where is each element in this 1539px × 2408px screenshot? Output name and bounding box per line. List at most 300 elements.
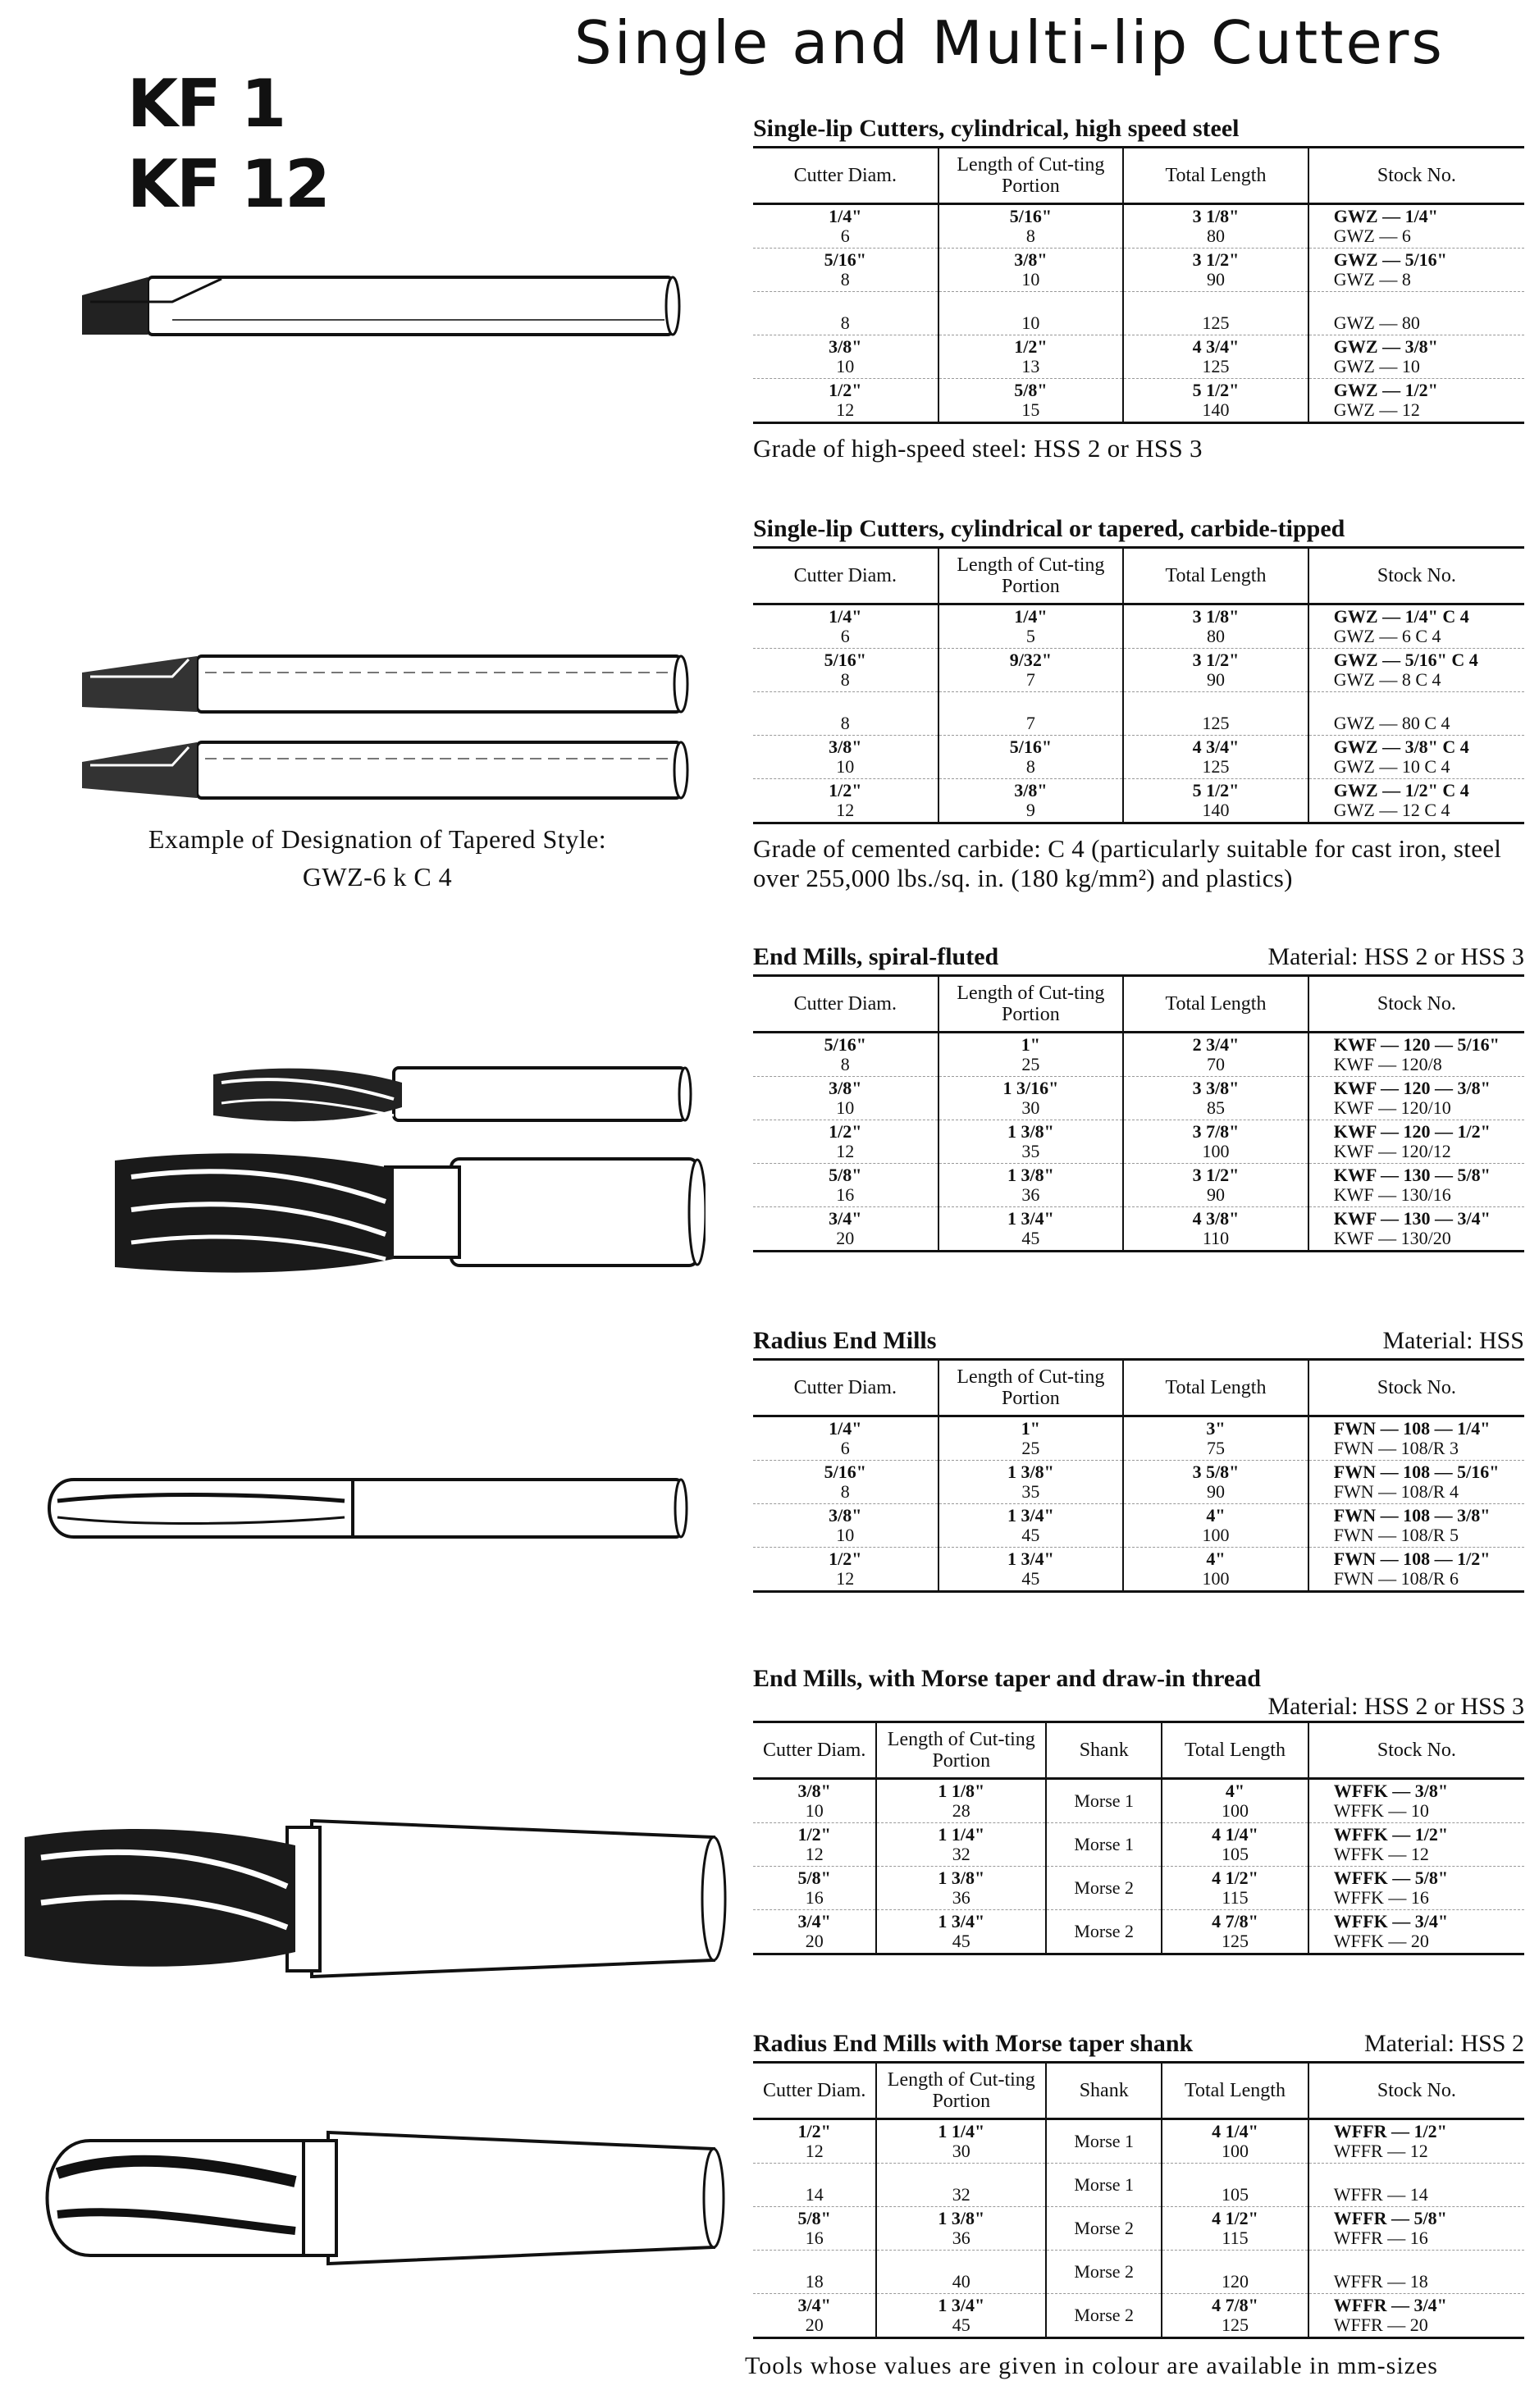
metric-value: 90 bbox=[1206, 669, 1225, 690]
section-material: Material: HSS bbox=[1382, 1327, 1524, 1354]
col-header: Length of Cut-ting Portion bbox=[938, 548, 1124, 604]
inch-value: 3/8" bbox=[829, 1505, 862, 1526]
table-row bbox=[753, 1910, 1524, 1954]
table-cell bbox=[1046, 1823, 1162, 1867]
inch-value: 1/4" bbox=[1014, 606, 1048, 627]
table-cell bbox=[938, 604, 1124, 649]
table-cell bbox=[1123, 736, 1308, 779]
inch-value: 5/16" bbox=[824, 1462, 866, 1482]
table-cell bbox=[938, 779, 1124, 823]
table-cell bbox=[753, 2207, 876, 2251]
spec-table bbox=[753, 1721, 1524, 1955]
metric-value: WFFR — 18 bbox=[1333, 2271, 1428, 2292]
table-row bbox=[753, 1504, 1524, 1548]
metric-value: 16 bbox=[836, 1184, 855, 1205]
section-note: Grade of cemented carbide: C 4 (particularly suitable for cast iron, steel over 255,000 lbs./sq. in. (180 kg/mm²) and plastics) bbox=[753, 834, 1502, 892]
table-cell bbox=[753, 779, 938, 823]
section-radius-end-mills bbox=[753, 1327, 1524, 1593]
inch-value: WFFK — 5/8" bbox=[1333, 1868, 1449, 1888]
table-cell bbox=[1162, 2119, 1308, 2164]
inch-value: GWZ — 5/16" bbox=[1333, 249, 1447, 270]
inch-value: 1 1/4" bbox=[938, 2121, 985, 2141]
table-row bbox=[753, 649, 1524, 692]
metric-value: 12 bbox=[836, 800, 855, 820]
metric-value: 125 bbox=[1202, 312, 1230, 333]
table-row bbox=[753, 1120, 1524, 1164]
table-cell bbox=[1046, 1910, 1162, 1954]
table-body bbox=[753, 1779, 1524, 1954]
inch-value: WFFK — 1/2" bbox=[1333, 1824, 1449, 1845]
designation-caption bbox=[123, 820, 632, 896]
table-cell bbox=[753, 1416, 938, 1461]
table-row bbox=[753, 249, 1524, 292]
radius-end-mill-morse-taper-illustration bbox=[25, 2124, 730, 2272]
col-header: Length of Cut-ting Portion bbox=[938, 148, 1124, 204]
table-cell bbox=[938, 736, 1124, 779]
inch-value: 5/16" bbox=[1009, 206, 1053, 226]
metric-value: 32 bbox=[952, 1844, 970, 1864]
inch-value bbox=[880, 2165, 1042, 2185]
inch-value: FWN — 108 — 3/8" bbox=[1333, 1505, 1491, 1526]
inch-value bbox=[1166, 2252, 1304, 2272]
metric-value: GWZ — 8 bbox=[1333, 269, 1411, 290]
metric-value: FWN — 108/R 5 bbox=[1333, 1525, 1459, 1545]
metric-value: GWZ — 10 bbox=[1333, 356, 1420, 376]
table-cell bbox=[753, 2164, 876, 2207]
metric-value: 36 bbox=[1021, 1184, 1040, 1205]
metric-value: 110 bbox=[1202, 1228, 1230, 1248]
table-cell bbox=[1046, 2119, 1162, 2164]
inch-value: 5/8" bbox=[829, 1165, 862, 1185]
section-single-lip-carbide bbox=[753, 515, 1524, 893]
table-cell bbox=[1123, 335, 1308, 379]
metric-value: 90 bbox=[1206, 1184, 1225, 1205]
table-cell bbox=[753, 1461, 938, 1504]
metric-value: 12 bbox=[836, 1141, 855, 1161]
metric-value: 12 bbox=[805, 1844, 824, 1864]
inch-value: 3 1/8" bbox=[1192, 206, 1240, 226]
inch-value: 1" bbox=[1021, 1034, 1040, 1055]
col-header: Stock No. bbox=[1308, 1722, 1524, 1779]
table-cell bbox=[1123, 1461, 1308, 1504]
spec-table bbox=[753, 546, 1524, 824]
table-cell bbox=[753, 1504, 938, 1548]
inch-value: FWN — 108 — 5/16" bbox=[1333, 1462, 1500, 1482]
table-cell bbox=[1123, 379, 1308, 423]
inch-value: 5 1/2" bbox=[1192, 780, 1240, 800]
table-cell bbox=[938, 1548, 1124, 1592]
inch-value: 4 3/8" bbox=[1192, 1208, 1240, 1229]
inch-value: 3/8" bbox=[829, 336, 862, 357]
metric-value: Morse 1 bbox=[1074, 2131, 1135, 2151]
inch-value: 4 3/4" bbox=[1192, 737, 1240, 757]
inch-value: 3/8" bbox=[797, 1781, 831, 1801]
metric-value: WFFK — 10 bbox=[1333, 1800, 1429, 1821]
metric-value: Morse 1 bbox=[1074, 1790, 1135, 1811]
metric-value: 75 bbox=[1206, 1438, 1225, 1458]
metric-value: 100 bbox=[1202, 1568, 1230, 1589]
inch-value: GWZ — 1/4" C 4 bbox=[1333, 606, 1469, 627]
metric-value: GWZ — 80 C 4 bbox=[1333, 713, 1450, 733]
table-cell bbox=[1308, 736, 1524, 779]
table-cell bbox=[876, 2251, 1046, 2294]
inch-value: 5 1/2" bbox=[1192, 380, 1240, 400]
metric-value: WFFR — 16 bbox=[1333, 2228, 1428, 2248]
metric-value: GWZ — 80 bbox=[1333, 312, 1420, 333]
table-cell bbox=[1046, 2164, 1162, 2207]
table-cell bbox=[753, 736, 938, 779]
table-row bbox=[753, 604, 1524, 649]
col-header: Length of Cut-ting Portion bbox=[938, 1360, 1124, 1416]
inch-value: 1 1/4" bbox=[938, 1824, 985, 1845]
table-cell bbox=[1046, 2207, 1162, 2251]
metric-value: 120 bbox=[1221, 2271, 1249, 2292]
col-header: Cutter Diam. bbox=[753, 548, 938, 604]
metric-value: 115 bbox=[1222, 1887, 1249, 1908]
table-cell bbox=[1123, 692, 1308, 736]
section-heading: End Mills, with Morse taper and draw-in thread bbox=[753, 1665, 1261, 1692]
col-header: Cutter Diam. bbox=[753, 2063, 876, 2119]
metric-value: FWN — 108/R 4 bbox=[1333, 1481, 1459, 1502]
table-cell bbox=[753, 2119, 876, 2164]
col-header: Cutter Diam. bbox=[753, 1722, 876, 1779]
section-heading: Single-lip Cutters, cylindrical, high speed steel bbox=[753, 115, 1240, 142]
inch-value bbox=[943, 694, 1120, 714]
code-kf1: KF 1 bbox=[127, 66, 285, 142]
table-cell bbox=[1308, 204, 1524, 249]
metric-value: 140 bbox=[1202, 399, 1230, 420]
metric-value: 105 bbox=[1221, 2184, 1249, 2205]
metric-value: 20 bbox=[805, 2315, 824, 2335]
table-cell bbox=[753, 1548, 938, 1592]
table-cell bbox=[1308, 2251, 1524, 2294]
table-cell bbox=[753, 1077, 938, 1120]
inch-value: 3/4" bbox=[797, 1911, 831, 1931]
table-body bbox=[753, 604, 1524, 823]
metric-value: 6 bbox=[840, 626, 850, 646]
table-cell bbox=[753, 1867, 876, 1910]
table-row bbox=[753, 1033, 1524, 1077]
table-cell bbox=[1123, 779, 1308, 823]
inch-value: GWZ — 3/8" bbox=[1333, 336, 1438, 357]
table-cell bbox=[938, 1120, 1124, 1164]
table-row bbox=[753, 292, 1524, 335]
footer-note: Tools whose values are given in colour are available in mm-sizes bbox=[745, 2352, 1438, 2379]
inch-value bbox=[756, 294, 934, 313]
inch-value: 9/32" bbox=[1009, 650, 1053, 670]
table-row bbox=[753, 2119, 1524, 2164]
table-cell bbox=[753, 335, 938, 379]
metric-value: Morse 2 bbox=[1074, 1877, 1135, 1898]
table-cell bbox=[876, 2294, 1046, 2338]
metric-value: 10 bbox=[836, 756, 855, 777]
metric-value: 8 bbox=[1025, 226, 1035, 246]
table-cell bbox=[753, 1164, 938, 1207]
inch-value: 5/16" bbox=[1009, 737, 1053, 757]
table-body bbox=[753, 2119, 1524, 2338]
inch-value: KWF — 130 — 5/8" bbox=[1333, 1165, 1491, 1185]
section-radius-end-mills-morse bbox=[753, 2030, 1524, 2339]
table-cell bbox=[1308, 1207, 1524, 1252]
metric-value: 10 bbox=[836, 356, 855, 376]
table-row bbox=[753, 1548, 1524, 1592]
table-cell bbox=[1308, 1779, 1524, 1823]
table-cell bbox=[1162, 2251, 1308, 2294]
metric-value: GWZ — 6 bbox=[1333, 226, 1411, 246]
table-cell bbox=[1162, 2207, 1308, 2251]
inch-value: 4 7/8" bbox=[1212, 1911, 1258, 1931]
metric-value: 90 bbox=[1206, 269, 1225, 290]
table-cell bbox=[1123, 204, 1308, 249]
col-header: Total Length bbox=[1123, 548, 1308, 604]
metric-value: 10 bbox=[836, 1097, 855, 1118]
metric-value: 32 bbox=[952, 2184, 970, 2205]
metric-value: 20 bbox=[805, 1931, 824, 1951]
code-kf12: KF 12 bbox=[127, 146, 329, 222]
metric-value: 100 bbox=[1202, 1525, 1230, 1545]
metric-value: 36 bbox=[952, 1887, 970, 1908]
table-cell bbox=[1162, 2294, 1308, 2338]
col-header: Total Length bbox=[1162, 2063, 1308, 2119]
metric-value: 15 bbox=[1021, 399, 1040, 420]
table-cell bbox=[753, 204, 938, 249]
metric-value: 45 bbox=[1021, 1568, 1040, 1589]
table-cell bbox=[753, 604, 938, 649]
inch-value: 1/2" bbox=[797, 1824, 831, 1845]
metric-value: 16 bbox=[805, 2228, 824, 2248]
table-cell bbox=[938, 335, 1124, 379]
table-cell bbox=[1123, 1504, 1308, 1548]
col-header: Cutter Diam. bbox=[753, 976, 938, 1033]
metric-value: 5 bbox=[1025, 626, 1035, 646]
metric-value: 20 bbox=[836, 1228, 855, 1248]
table-cell bbox=[1123, 649, 1308, 692]
table-cell bbox=[938, 1461, 1124, 1504]
table-cell bbox=[753, 1779, 876, 1823]
table-row bbox=[753, 779, 1524, 823]
metric-value: 6 bbox=[840, 1438, 850, 1458]
table-row bbox=[753, 379, 1524, 423]
spec-table bbox=[753, 146, 1524, 424]
inch-value: KWF — 120 — 1/2" bbox=[1333, 1121, 1491, 1142]
inch-value: 3 1/2" bbox=[1192, 650, 1240, 670]
col-header: Stock No. bbox=[1308, 548, 1524, 604]
table-cell bbox=[1308, 1504, 1524, 1548]
inch-value: 4 1/4" bbox=[1212, 1824, 1258, 1845]
table-cell bbox=[938, 692, 1124, 736]
inch-value: 5/8" bbox=[797, 1868, 831, 1888]
table-cell bbox=[938, 1504, 1124, 1548]
table-body bbox=[753, 204, 1524, 423]
inch-value bbox=[1334, 294, 1521, 313]
table-cell bbox=[876, 2119, 1046, 2164]
metric-value: WFFR — 14 bbox=[1333, 2184, 1428, 2205]
table-cell bbox=[753, 1120, 938, 1164]
metric-value: KWF — 130/20 bbox=[1333, 1228, 1451, 1248]
table-row bbox=[753, 1077, 1524, 1120]
inch-value: 1/2" bbox=[829, 1121, 862, 1142]
inch-value bbox=[756, 2165, 872, 2185]
table-row bbox=[753, 2164, 1524, 2207]
inch-value bbox=[1166, 2165, 1304, 2185]
table-cell bbox=[938, 649, 1124, 692]
section-heading: Radius End Mills bbox=[753, 1327, 937, 1354]
single-lip-cutter-hss-illustration bbox=[74, 262, 697, 353]
inch-value: 1 3/8" bbox=[938, 1868, 985, 1888]
table-cell bbox=[1308, 604, 1524, 649]
inch-value bbox=[756, 694, 934, 714]
table-row bbox=[753, 2294, 1524, 2338]
table-row bbox=[753, 1461, 1524, 1504]
table-cell bbox=[753, 2251, 876, 2294]
metric-value: 9 bbox=[1025, 800, 1035, 820]
table-cell bbox=[1046, 1779, 1162, 1823]
single-lip-cutter-carbide-tapered-illustration bbox=[74, 734, 697, 808]
inch-value: 3/4" bbox=[829, 1208, 862, 1229]
metric-value: 125 bbox=[1202, 356, 1230, 376]
inch-value: 4" bbox=[1206, 1548, 1226, 1569]
table-cell bbox=[938, 1033, 1124, 1077]
metric-value: 125 bbox=[1221, 1931, 1249, 1951]
inch-value: 4 7/8" bbox=[1212, 2295, 1258, 2315]
table-cell bbox=[753, 649, 938, 692]
inch-value bbox=[943, 294, 1120, 313]
inch-value: 3 1/2" bbox=[1192, 1165, 1240, 1185]
table-cell bbox=[1308, 649, 1524, 692]
table-cell bbox=[1308, 292, 1524, 335]
radius-end-mill-illustration bbox=[33, 1468, 689, 1550]
table-cell bbox=[876, 1867, 1046, 1910]
col-header: Length of Cut-ting Portion bbox=[938, 976, 1124, 1033]
inch-value: 5/8" bbox=[797, 2208, 831, 2228]
metric-value: 8 bbox=[1025, 756, 1035, 777]
metric-value: FWN — 108/R 3 bbox=[1333, 1438, 1459, 1458]
metric-value: FWN — 108/R 6 bbox=[1333, 1568, 1459, 1589]
inch-value: 1 3/4" bbox=[938, 1911, 985, 1931]
table-cell bbox=[1308, 1823, 1524, 1867]
table-cell bbox=[1308, 2164, 1524, 2207]
metric-value: 45 bbox=[1021, 1228, 1040, 1248]
table-row bbox=[753, 2251, 1524, 2294]
metric-value: 45 bbox=[1021, 1525, 1040, 1545]
inch-value: 1/2" bbox=[829, 380, 862, 400]
inch-value: 1/2" bbox=[829, 1548, 862, 1569]
metric-value: 8 bbox=[840, 713, 850, 733]
metric-value: 10 bbox=[1021, 312, 1040, 333]
metric-value: Morse 2 bbox=[1074, 2261, 1135, 2282]
col-header: Stock No. bbox=[1308, 1360, 1524, 1416]
table-cell bbox=[1123, 1077, 1308, 1120]
metric-value: GWZ — 12 bbox=[1333, 399, 1420, 420]
metric-value: GWZ — 10 C 4 bbox=[1333, 756, 1450, 777]
table-cell bbox=[1123, 249, 1308, 292]
table-row bbox=[753, 335, 1524, 379]
inch-value: 4 1/2" bbox=[1212, 2208, 1258, 2228]
inch-value: 1 3/4" bbox=[938, 2295, 985, 2315]
table-cell bbox=[1308, 1164, 1524, 1207]
inch-value: 1/4" bbox=[829, 1418, 862, 1439]
table-body bbox=[753, 1416, 1524, 1592]
inch-value: 2 3/4" bbox=[1192, 1034, 1240, 1055]
inch-value: WFFR — 5/8" bbox=[1333, 2208, 1447, 2228]
metric-value: 140 bbox=[1202, 800, 1230, 820]
table-cell bbox=[1123, 1416, 1308, 1461]
inch-value: KWF — 120 — 5/16" bbox=[1333, 1034, 1500, 1055]
table-row bbox=[753, 736, 1524, 779]
metric-value: WFFR — 12 bbox=[1333, 2141, 1428, 2161]
inch-value: WFFR — 1/2" bbox=[1333, 2121, 1447, 2141]
metric-value: 80 bbox=[1206, 226, 1225, 246]
metric-value: 16 bbox=[805, 1887, 824, 1908]
col-header: Total Length bbox=[1123, 1360, 1308, 1416]
metric-value: 8 bbox=[840, 1054, 850, 1074]
table-cell bbox=[753, 1823, 876, 1867]
table-cell bbox=[938, 292, 1124, 335]
table-cell bbox=[1046, 1867, 1162, 1910]
inch-value bbox=[1334, 694, 1521, 714]
inch-value: 1 3/8" bbox=[1007, 1165, 1054, 1185]
metric-value: Morse 2 bbox=[1074, 1921, 1135, 1941]
table-cell bbox=[1308, 2119, 1524, 2164]
table-cell bbox=[753, 249, 938, 292]
table-cell bbox=[753, 1207, 938, 1252]
section-end-mills-morse bbox=[753, 1665, 1524, 1955]
metric-value: 28 bbox=[952, 1800, 970, 1821]
col-header: Cutter Diam. bbox=[753, 1360, 938, 1416]
table-cell bbox=[1162, 1867, 1308, 1910]
metric-value: GWZ — 8 C 4 bbox=[1333, 669, 1441, 690]
metric-value: 30 bbox=[1021, 1097, 1040, 1118]
inch-value: 4 1/2" bbox=[1212, 1868, 1258, 1888]
inch-value: 3/8" bbox=[1014, 249, 1048, 270]
inch-value: WFFK — 3/8" bbox=[1333, 1781, 1449, 1801]
table-cell bbox=[1046, 2294, 1162, 2338]
metric-value: 7 bbox=[1025, 669, 1035, 690]
page-title: Single and Multi-lip Cutters bbox=[574, 8, 1445, 77]
inch-value: 1/2" bbox=[829, 780, 862, 800]
metric-value: KWF — 120/10 bbox=[1333, 1097, 1451, 1118]
metric-value: 100 bbox=[1221, 2141, 1249, 2161]
inch-value: WFFK — 3/4" bbox=[1333, 1911, 1449, 1931]
table-cell bbox=[753, 692, 938, 736]
metric-value: 90 bbox=[1206, 1481, 1225, 1502]
caption-line-1: Example of Designation of Tapered Style: bbox=[148, 824, 607, 854]
inch-value: 4 3/4" bbox=[1192, 336, 1240, 357]
inch-value: FWN — 108 — 1/4" bbox=[1333, 1418, 1491, 1439]
table-row bbox=[753, 1823, 1524, 1867]
col-header: Cutter Diam. bbox=[753, 148, 938, 204]
table-cell bbox=[1162, 1779, 1308, 1823]
metric-value: 35 bbox=[1021, 1481, 1040, 1502]
section-note: Grade of high-speed steel: HSS 2 or HSS 3 bbox=[753, 434, 1203, 463]
inch-value: 1 3/8" bbox=[938, 2208, 985, 2228]
table-cell bbox=[1308, 1548, 1524, 1592]
table-row bbox=[753, 1207, 1524, 1252]
metric-value: 70 bbox=[1206, 1054, 1225, 1074]
table-cell bbox=[938, 204, 1124, 249]
inch-value: 1 3/4" bbox=[1007, 1505, 1054, 1526]
table-cell bbox=[1308, 2207, 1524, 2251]
metric-value: 14 bbox=[805, 2184, 824, 2205]
inch-value: 5/16" bbox=[824, 1034, 866, 1055]
table-cell bbox=[1308, 1077, 1524, 1120]
col-header: Stock No. bbox=[1308, 976, 1524, 1033]
table-cell bbox=[753, 1033, 938, 1077]
metric-value: 10 bbox=[805, 1800, 824, 1821]
metric-value: WFFK — 20 bbox=[1333, 1931, 1429, 1951]
section-single-lip-hss bbox=[753, 115, 1524, 463]
table-cell bbox=[1162, 2164, 1308, 2207]
